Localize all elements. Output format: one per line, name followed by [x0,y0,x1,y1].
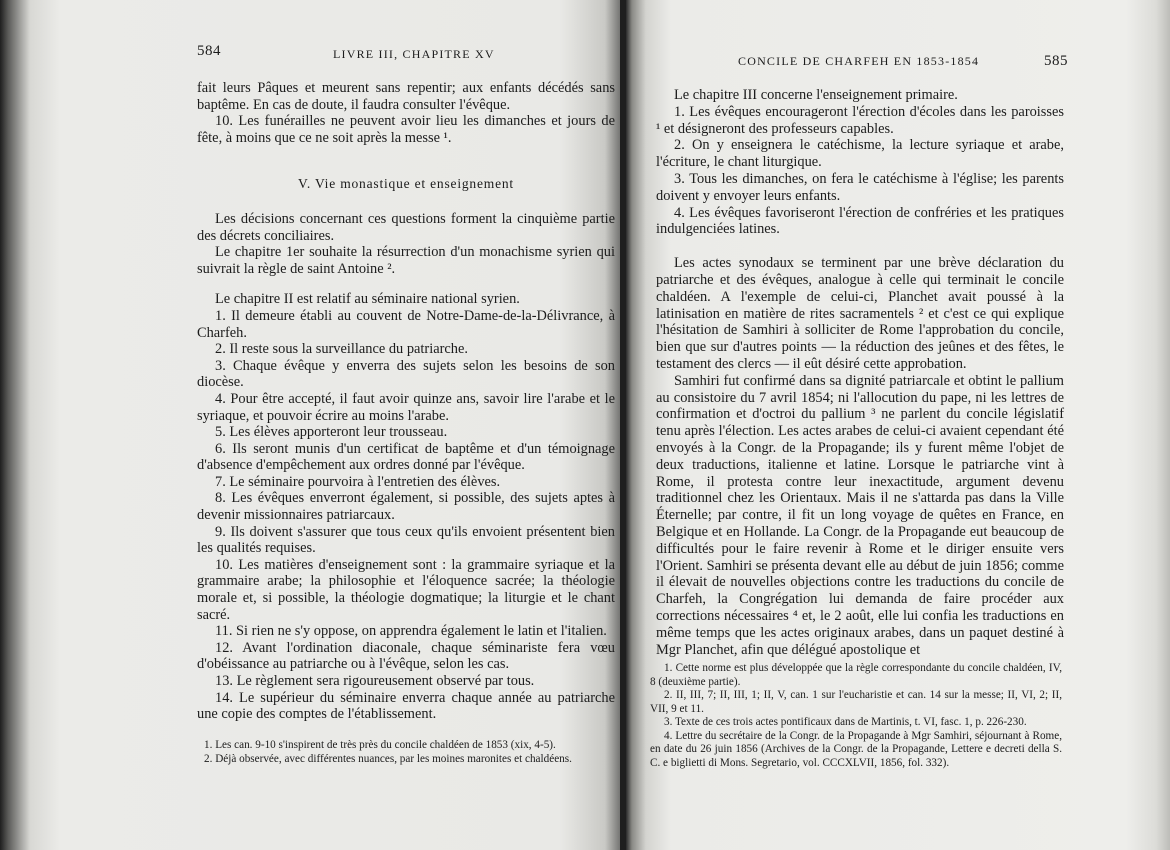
paragraph: 8. Les évêques enverront également, si possible, des sujets aptes à devenir missionnaires patriarcaux. [197,490,615,524]
footnote: 1. Les can. 9-10 s'inspirent de très près du concile chaldéen de 1853 (xix, 4-5). [204,739,556,751]
footnote: 2. Déjà observée, avec différentes nuances, par les moines maronites et chaldéens. [204,752,572,765]
running-head-right: CONCILE DE CHARFEH EN 1853-1854 [738,54,980,68]
left-body [197,80,615,723]
paragraph: 3. Tous les dimanches, on fera le catéchisme à l'église; les parents doivent y envoyer leurs enfants. [656,170,1064,204]
paragraph: Samhiri fut confirmé dans sa dignité patriarcale et obtint le pallium au consistoire du 7 avril 1854; ni l'allocution du pape, ni les lettres de confirmation et d'octroi du pallium ³ ne parlent du concile législatif tenu après l'élection. Les actes arabes de celui-ci avaient cependant été envoyés à la Congr. de la Propagande; ils y furent même l'objet de deux traductions, italienne et latine. Lorsque le patriarche vint à Rome, il protesta contre leur inexactitude, argument devenu traditionnel chez les Orientaux. Mais il ne s'attarda pas dans la Ville Éternelle; par contre, il fit un long voyage de quêtes en France, en Belgique et en Hollande. La Congr. de la Propagande eut beaucoup de difficultés pour le faire revenir à Rome et le diriger ensuite vers l'Orient. Samhiri se présenta devant elle au début de juin 1856; comme il élevait de nouvelles objections contre les traductions du concile de Charfeh, la Congrégation lui demanda de faire procéder aux corrections nécessaires ⁴ et, le 2 août, elle lui confia les traductions en même temps que les actes originaux arabes, dans un paquet destiné à Mgr Planchet, afin que délégué apostolique et [656,372,1064,658]
page-number-left: 584 [197,43,221,59]
paragraph: 3. Chaque évêque y enverra des sujets selon les besoins de son diocèse. [197,357,615,391]
paragraph: Le chapitre 1er souhaite la résurrection d'un monachisme syrien qui suivrait la règle de saint Antoine ². [197,244,615,277]
right-body [656,87,1064,658]
paragraph: 5. Les élèves apporteront leur trousseau. [215,424,448,441]
paragraph: 7. Le séminaire pourvoira à l'entretien des élèves. [215,473,501,490]
page-number-right: 585 [1044,53,1068,69]
paragraph: 2. On y enseignera le catéchisme, la lecture syriaque et arabe, l'écriture, le chant liturgique. [656,137,1064,171]
paragraph: 9. Ils doivent s'assurer que tous ceux qu'ils envoient présentent bien les qualités requises. [197,523,615,557]
right-page [626,0,1170,850]
paragraph: Les décisions concernant ces questions forment la cinquième partie des décrets conciliaires. [197,210,615,244]
section-title: V. Vie monastique et enseignement [298,176,514,192]
paragraph: 10. Les funérailles ne peuvent avoir lieu les dimanches et jours de fête, à moins que ce ne soit après la messe ¹. [197,113,615,146]
footnotes-left [190,739,610,766]
paragraph: Le chapitre III concerne l'enseignement primaire. [674,87,958,103]
running-head-left: LIVRE III, CHAPITRE XV [333,47,495,61]
paragraph: 12. Avant l'ordination diaconale, chaque séminariste fera vœu d'obéissance au patriarche ou à l'évêque, selon les cas. [197,639,615,673]
paragraph: Les actes synodaux se terminent par une brève déclaration du patriarche et des évêques, analogue à celle qui terminait le concile chaldéen. A l'exemple de celui-ci, Planchet avait poussé à la latinisation en matière de rites sacramentels ² et c'est ce qui explique l'hésitation de Samhiri à solliciter de Rome l'approbation du concile, bien que sur d'autres points — la réduction des jeûnes et des fêtes, le testament des clercs — il eût désiré cette approbation. [656,255,1064,372]
footnote: 1. Cette norme est plus développée que la règle correspondante du concile chaldéen, IV, 8 (deuxième partie). [650,662,1062,688]
paragraph: 1. Les évêques encourageront l'érection d'écoles dans les paroisses ¹ et désigneront des professeurs capables. [656,103,1064,137]
paragraph: 11. Si rien ne s'y oppose, on apprendra également le latin et l'italien. [215,623,607,640]
paragraph: 13. Le règlement sera rigoureusement observé par tous. [215,673,535,689]
paragraph: 4. Les évêques favoriseront l'érection de confréries et les pratiques indulgenciées latines. [656,204,1064,238]
paragraph: Le chapitre II est relatif au séminaire national syrien. [215,291,520,308]
paragraph: 4. Pour être accepté, il faut avoir quinze ans, savoir lire l'arabe et le syriaque, et pouvoir écrire au moins l'arabe. [197,390,615,424]
footnote: 3. Texte de ces trois actes pontificaux dans de Martinis, t. VI, fasc. 1, p. 226-230. [664,716,1027,728]
paragraph: 14. Le supérieur du séminaire enverra chaque année au patriarche une copie des comptes de l'établissement. [197,689,615,723]
paragraph: 1. Il demeure établi au couvent de Notre-Dame-de-la-Délivrance, à Charfeh. [197,307,615,341]
paragraph: 6. Ils seront munis d'un certificat de baptême et d'un témoignage d'absence d'empêchement aux ordres donné par l'évêque. [197,440,615,474]
paragraph: 10. Les matières d'enseignement sont : la grammaire syriaque et la grammaire arabe; la philosophie et l'éloquence sacrée; la théologie morale et, si possible, la théologie dogmatique; la liturgie et le chant sacré. [197,556,615,623]
paragraph: 2. Il reste sous la surveillance du patriarche. [215,341,468,358]
footnote: 2. II, III, 7; II, III, 1; II, V, can. 1 sur l'eucharistie et can. 14 sur la messe; II, VI, 2; II, VII, 9 et 11. [650,689,1062,715]
footnote: 4. Lettre du secrétaire de la Congr. de la Propagande à Mgr Samhiri, séjournant à Rome, en date du 26 juin 1856 (Archives de la Congr. de la Propagande, Lettere e decreti della S. C. e biglietti di Mons. Segretario, vol. CCCXLVII, 1856, fol. 332). [650,729,1062,769]
footnotes-right [650,662,1062,770]
paragraph: fait leurs Pâques et meurent sans repentir; aux enfants décédés sans baptême. En cas de doute, il faudra consulter l'évêque. [197,80,615,113]
